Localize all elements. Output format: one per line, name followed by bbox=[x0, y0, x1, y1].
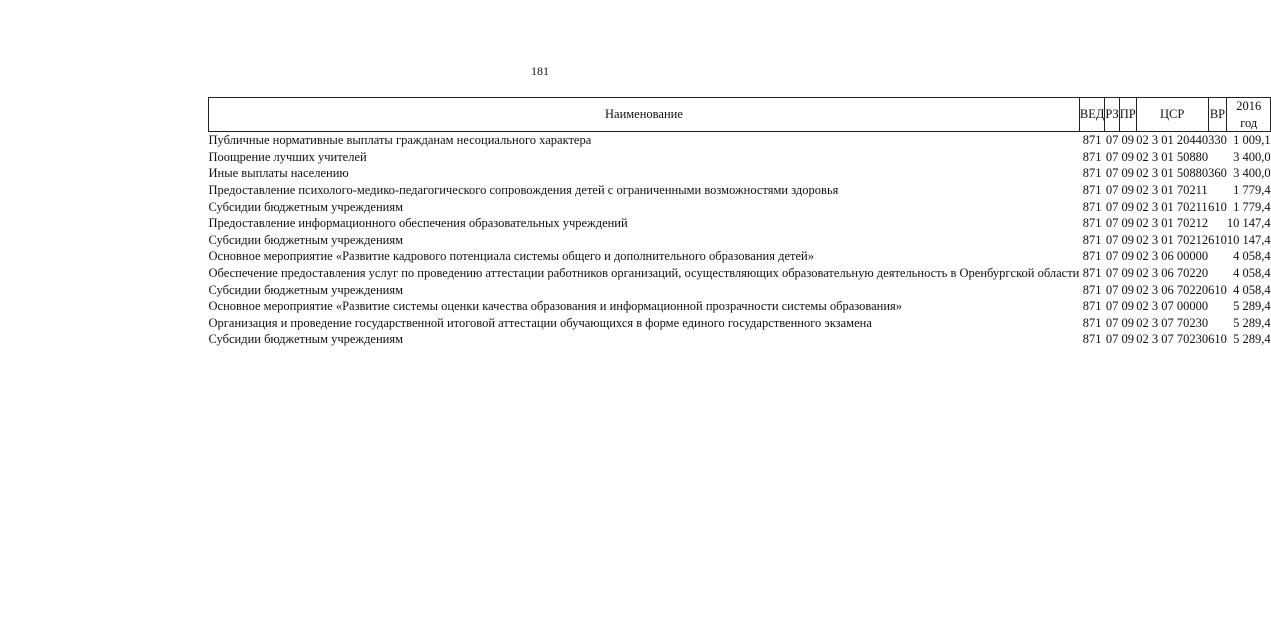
row-pr: 09 bbox=[1121, 249, 1134, 264]
row-name: Иные выплаты населению bbox=[208, 166, 349, 181]
row-pr: 09 bbox=[1121, 265, 1134, 280]
row-csr: 02 3 07 70230 bbox=[1136, 315, 1209, 330]
row-ved: 871 bbox=[1082, 299, 1102, 314]
table-header bbox=[209, 98, 1271, 132]
row-rz: 07 bbox=[1105, 166, 1119, 181]
table-row bbox=[209, 248, 1271, 265]
row-amount: 4 058,4 bbox=[1233, 282, 1271, 297]
row-vr bbox=[1208, 315, 1227, 332]
row-rz: 07 bbox=[1105, 332, 1119, 347]
table-row bbox=[209, 315, 1271, 332]
row-amount: 5 289,4 bbox=[1233, 332, 1271, 347]
row-pr: 09 bbox=[1121, 149, 1134, 164]
header-year: 2016 год bbox=[1227, 98, 1271, 132]
row-vr: 360 bbox=[1208, 166, 1227, 181]
row-rz: 07 bbox=[1105, 232, 1119, 247]
row-ved: 871 bbox=[1082, 249, 1102, 264]
row-rz: 07 bbox=[1105, 199, 1119, 214]
row-name: Обеспечение предоставления услуг по проведению аттестации работников организаций, осуществляющих образовательную деятельность в Оренбургской области bbox=[208, 265, 1080, 280]
header-rz: РЗ bbox=[1105, 98, 1119, 132]
table-row bbox=[209, 282, 1271, 299]
table-row bbox=[209, 298, 1271, 315]
row-pr: 09 bbox=[1121, 299, 1134, 314]
row-vr: 610 bbox=[1208, 232, 1227, 247]
row-name: Субсидии бюджетным учреждениям bbox=[208, 199, 404, 214]
row-ved: 871 bbox=[1082, 332, 1102, 347]
row-name: Публичные нормативные выплаты гражданам несоциального характера bbox=[208, 133, 592, 148]
row-ved: 871 bbox=[1082, 182, 1102, 197]
row-vr bbox=[1208, 248, 1227, 265]
row-pr: 09 bbox=[1121, 182, 1134, 197]
row-ved: 871 bbox=[1082, 216, 1102, 231]
table-row bbox=[209, 265, 1271, 282]
row-name: Субсидии бюджетным учреждениям bbox=[208, 332, 404, 347]
row-csr: 02 3 06 70220 bbox=[1136, 265, 1209, 280]
row-csr: 02 3 01 50880 bbox=[1136, 149, 1209, 164]
table-row bbox=[209, 232, 1271, 249]
table-row bbox=[209, 132, 1271, 149]
row-amount: 10 147,4 bbox=[1226, 232, 1271, 247]
row-pr: 09 bbox=[1121, 216, 1134, 231]
row-amount: 10 147,4 bbox=[1226, 216, 1271, 231]
row-ved: 871 bbox=[1082, 199, 1102, 214]
row-csr: 02 3 01 20440 bbox=[1136, 133, 1209, 148]
row-rz: 07 bbox=[1105, 149, 1119, 164]
row-vr bbox=[1208, 149, 1227, 166]
row-rz: 07 bbox=[1105, 299, 1119, 314]
row-ved: 871 bbox=[1082, 232, 1102, 247]
page-number: 181 bbox=[531, 64, 549, 78]
row-ved: 871 bbox=[1082, 282, 1102, 297]
row-vr bbox=[1208, 182, 1227, 199]
row-rz: 07 bbox=[1105, 315, 1119, 330]
header-ved: ВЕД bbox=[1079, 98, 1105, 132]
row-name: Субсидии бюджетным учреждениям bbox=[208, 282, 404, 297]
row-csr: 02 3 01 50880 bbox=[1136, 166, 1209, 181]
row-amount: 5 289,4 bbox=[1233, 315, 1271, 330]
header-pr: ПР bbox=[1119, 98, 1136, 132]
table-row bbox=[209, 165, 1271, 182]
row-ved: 871 bbox=[1082, 315, 1102, 330]
row-amount: 4 058,4 bbox=[1233, 249, 1271, 264]
header-vr: ВР bbox=[1208, 98, 1227, 132]
table-row bbox=[209, 149, 1271, 166]
row-amount: 3 400,0 bbox=[1233, 149, 1271, 164]
row-name: Предоставление информационного обеспечения образовательных учреждений bbox=[208, 216, 628, 231]
row-ved: 871 bbox=[1082, 149, 1102, 164]
row-vr: 610 bbox=[1208, 199, 1227, 214]
row-pr: 09 bbox=[1121, 332, 1134, 347]
row-rz: 07 bbox=[1105, 133, 1119, 148]
row-csr: 02 3 06 00000 bbox=[1136, 249, 1209, 264]
row-name: Основное мероприятие «Развитие кадрового потенциала системы общего и дополнительного образования детей» bbox=[208, 249, 814, 264]
row-pr: 09 bbox=[1121, 232, 1134, 247]
row-vr: 610 bbox=[1208, 332, 1227, 347]
row-name: Организация и проведение государственной итоговой аттестации обучающихся в форме единого государственного экзамена bbox=[208, 315, 872, 330]
row-csr: 02 3 07 00000 bbox=[1136, 299, 1209, 314]
row-vr bbox=[1208, 215, 1227, 232]
row-pr: 09 bbox=[1121, 315, 1134, 330]
table-row bbox=[209, 182, 1271, 199]
row-name: Предоставление психолого-медико-педагогического сопровождения детей с ограниченными возможностями здоровья bbox=[208, 182, 839, 197]
table-row bbox=[209, 215, 1271, 232]
row-name: Поощрение лучших учителей bbox=[208, 149, 367, 164]
table-row bbox=[209, 331, 1271, 348]
row-ved: 871 bbox=[1082, 265, 1102, 280]
row-csr: 02 3 06 70220 bbox=[1136, 282, 1209, 297]
row-csr: 02 3 01 70211 bbox=[1136, 199, 1208, 214]
row-csr: 02 3 07 70230 bbox=[1136, 332, 1209, 347]
row-amount: 1 009,1 bbox=[1233, 133, 1271, 148]
row-rz: 07 bbox=[1105, 249, 1119, 264]
row-csr: 02 3 01 70211 bbox=[1136, 182, 1208, 197]
row-vr bbox=[1208, 298, 1227, 315]
row-pr: 09 bbox=[1121, 166, 1134, 181]
row-amount: 4 058,4 bbox=[1233, 265, 1271, 280]
table-row bbox=[209, 199, 1271, 216]
table-body bbox=[209, 132, 1271, 348]
row-amount: 1 779,4 bbox=[1233, 199, 1271, 214]
row-rz: 07 bbox=[1105, 282, 1119, 297]
row-ved: 871 bbox=[1082, 133, 1102, 148]
row-csr: 02 3 01 70212 bbox=[1136, 232, 1209, 247]
row-rz: 07 bbox=[1105, 265, 1119, 280]
row-vr bbox=[1208, 265, 1227, 282]
header-csr: ЦСР bbox=[1136, 98, 1208, 132]
row-amount: 5 289,4 bbox=[1233, 299, 1271, 314]
row-pr: 09 bbox=[1121, 199, 1134, 214]
header-name: Наименование bbox=[209, 98, 1080, 132]
row-rz: 07 bbox=[1105, 216, 1119, 231]
budget-table bbox=[208, 97, 1271, 348]
row-vr: 330 bbox=[1208, 133, 1227, 148]
row-ved: 871 bbox=[1082, 166, 1102, 181]
row-pr: 09 bbox=[1121, 282, 1134, 297]
row-pr: 09 bbox=[1121, 133, 1134, 148]
row-amount: 3 400,0 bbox=[1233, 166, 1271, 181]
row-vr: 610 bbox=[1208, 282, 1227, 297]
row-csr: 02 3 01 70212 bbox=[1136, 216, 1209, 231]
row-name: Субсидии бюджетным учреждениям bbox=[208, 232, 404, 247]
row-amount: 1 779,4 bbox=[1233, 182, 1271, 197]
row-name: Основное мероприятие «Развитие системы оценки качества образования и информационной прозрачности системы образования» bbox=[208, 299, 903, 314]
row-rz: 07 bbox=[1105, 182, 1119, 197]
